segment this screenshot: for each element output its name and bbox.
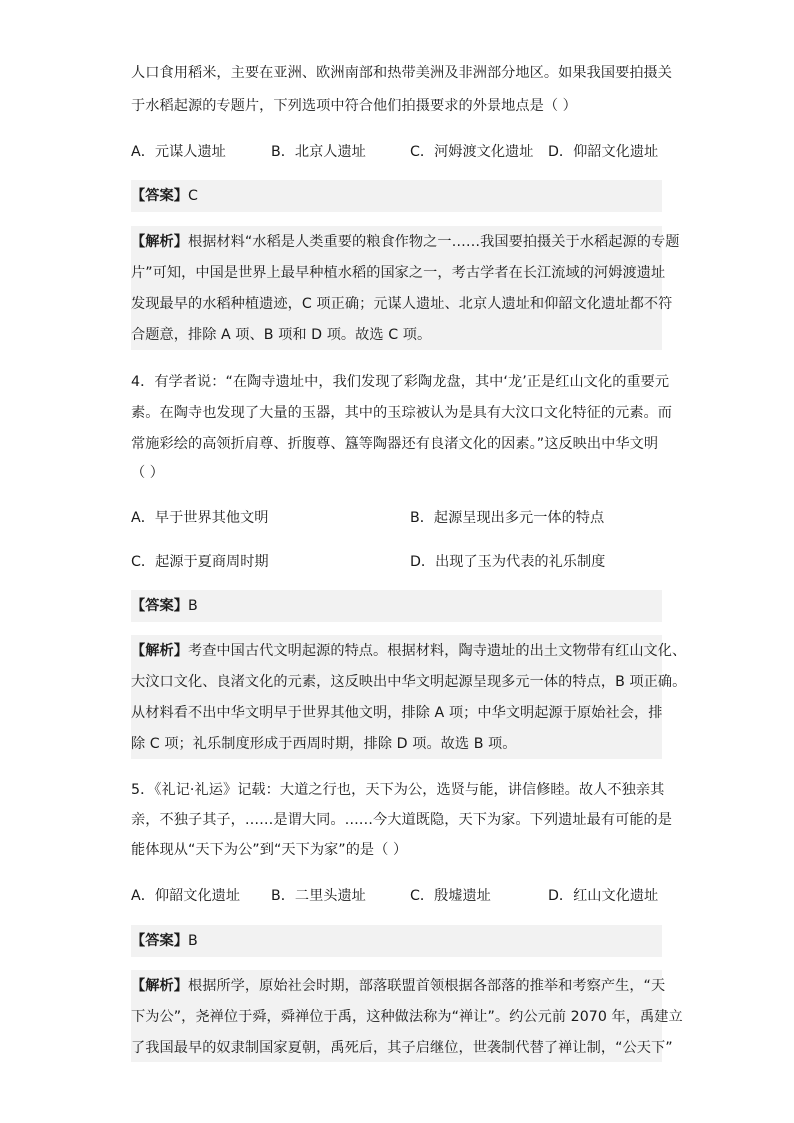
q4-stem-line-1: 4．有学者说：“在陶寺遗址中，我们发现了彩陶龙盘，其中‘龙’正是红山文化的重要元 — [131, 374, 670, 390]
q4-option-b: B．起源呈现出多元一体的特点 — [410, 510, 605, 526]
q3-analysis-line-3: 发现最早的水稻种植遗迹，C 项正确；元谋人遗址、北京人遗址和仰韶文化遗址都不符 — [131, 296, 673, 312]
q4-option-a: A．早于世界其他文明 — [131, 510, 269, 526]
q3-answer — [131, 186, 661, 206]
q4-analysis-line-3: 从材料看不出中华文明早于世界其他文明，排除 A 项；中华文明起源于原始社会，排 — [131, 705, 663, 721]
analysis-text: 根据材料“水稻是人类重要的粮食作物之一……我国要拍摄关于水稻起源的专题 — [187, 234, 680, 250]
q4-stem-line-3: 常施彩绘的高领折肩尊、折腹尊、簋等陶器还有良渚文化的因素。”这反映出中华文明 — [131, 436, 659, 452]
q4-analysis-line-2: 大汶口文化、良渚文化的元素，这反映出中华文明起源呈现多元一体的特点，B 项正确。 — [131, 674, 687, 690]
q5-option-b: B．二里头遗址 — [271, 888, 366, 904]
q3-analysis-line-2: 片”可知，中国是世界上最早种植水稻的国家之一，考古学者在长江流域的河姆渡遗址 — [131, 265, 666, 281]
answer-value: B — [187, 598, 198, 614]
q3-analysis-line-1 — [131, 232, 680, 252]
q5-analysis-line-1 — [131, 976, 666, 996]
q4-option-c: C．起源于夏商周时期 — [131, 554, 269, 570]
q4-analysis-line-4: 除 C 项；礼乐制度形成于西周时期，排除 D 项。故选 B 项。 — [131, 736, 517, 752]
q5-stem-line-3: 能体现从“天下为公”到“天下为家”的是（ ） — [131, 842, 408, 858]
q5-analysis-line-3: 了我国最早的奴隶制国家夏朝，禹死后，其子启继位，世袭制代替了禅让制，“公天下” — [131, 1040, 673, 1056]
answer-tag: 【答案】 — [131, 188, 188, 204]
q4-answer — [131, 596, 661, 616]
answer-value: C — [187, 188, 198, 204]
analysis-tag: 【解析】 — [131, 234, 188, 250]
q4-analysis-line-1 — [131, 641, 687, 661]
analysis-text: 考查中国古代文明起源的特点。根据材料，陶寺遗址的出土文物带有红山文化、 — [187, 643, 687, 659]
q5-answer — [131, 931, 661, 951]
q3-analysis-line-4: 合题意，排除 A 项、B 项和 D 项。故选 C 项。 — [131, 327, 432, 343]
answer-value: B — [187, 933, 198, 949]
q4-stem-line-2: 素。在陶寺也发现了大量的玉器，其中的玉琮被认为是具有大汶口文化特征的元素。而 — [131, 405, 673, 421]
q3-option-a: A．元谋人遗址 — [131, 144, 226, 160]
q3-option-d: D．仰韶文化遗址 — [548, 144, 659, 160]
answer-tag: 【答案】 — [131, 598, 188, 614]
analysis-tag: 【解析】 — [131, 978, 188, 994]
q4-option-d: D．出现了玉为代表的礼乐制度 — [410, 554, 606, 570]
q5-option-d: D．红山文化遗址 — [548, 888, 659, 904]
q3-stem-line-2: 于水稻起源的专题片，下列选项中符合他们拍摄要求的外景地点是（ ） — [131, 98, 577, 114]
answer-tag: 【答案】 — [131, 933, 188, 949]
analysis-text: 根据所学，原始社会时期，部落联盟首领根据各部落的推举和考察产生，“天 — [187, 978, 666, 994]
analysis-tag: 【解析】 — [131, 643, 188, 659]
q5-stem-line-1: 5．《礼记·礼运》记载：大道之行也，天下为公，选贤与能，讲信修睦。故人不独亲其 — [131, 782, 665, 798]
q3-option-c: C．河姆渡文化遗址 — [410, 144, 534, 160]
q3-stem-line-1: 人口食用稻米，主要在亚洲、欧洲南部和热带美洲及非洲部分地区。如果我国要拍摄关 — [131, 65, 673, 81]
q5-option-a: A．仰韶文化遗址 — [131, 888, 241, 904]
q5-stem-line-2: 亲，不独子其子，……是谓大同。……今大道既隐，天下为家。下列遗址最有可能的是 — [131, 812, 673, 828]
q4-stem-line-4: （ ） — [131, 465, 165, 481]
q3-option-b: B．北京人遗址 — [271, 144, 366, 160]
q5-analysis-line-2: 下为公”，尧禅位于舜，舜禅位于禹，这种做法称为“禅让”。约公元前 2070 年，禹建立 — [131, 1009, 683, 1025]
q5-option-c: C．殷墟遗址 — [410, 888, 491, 904]
